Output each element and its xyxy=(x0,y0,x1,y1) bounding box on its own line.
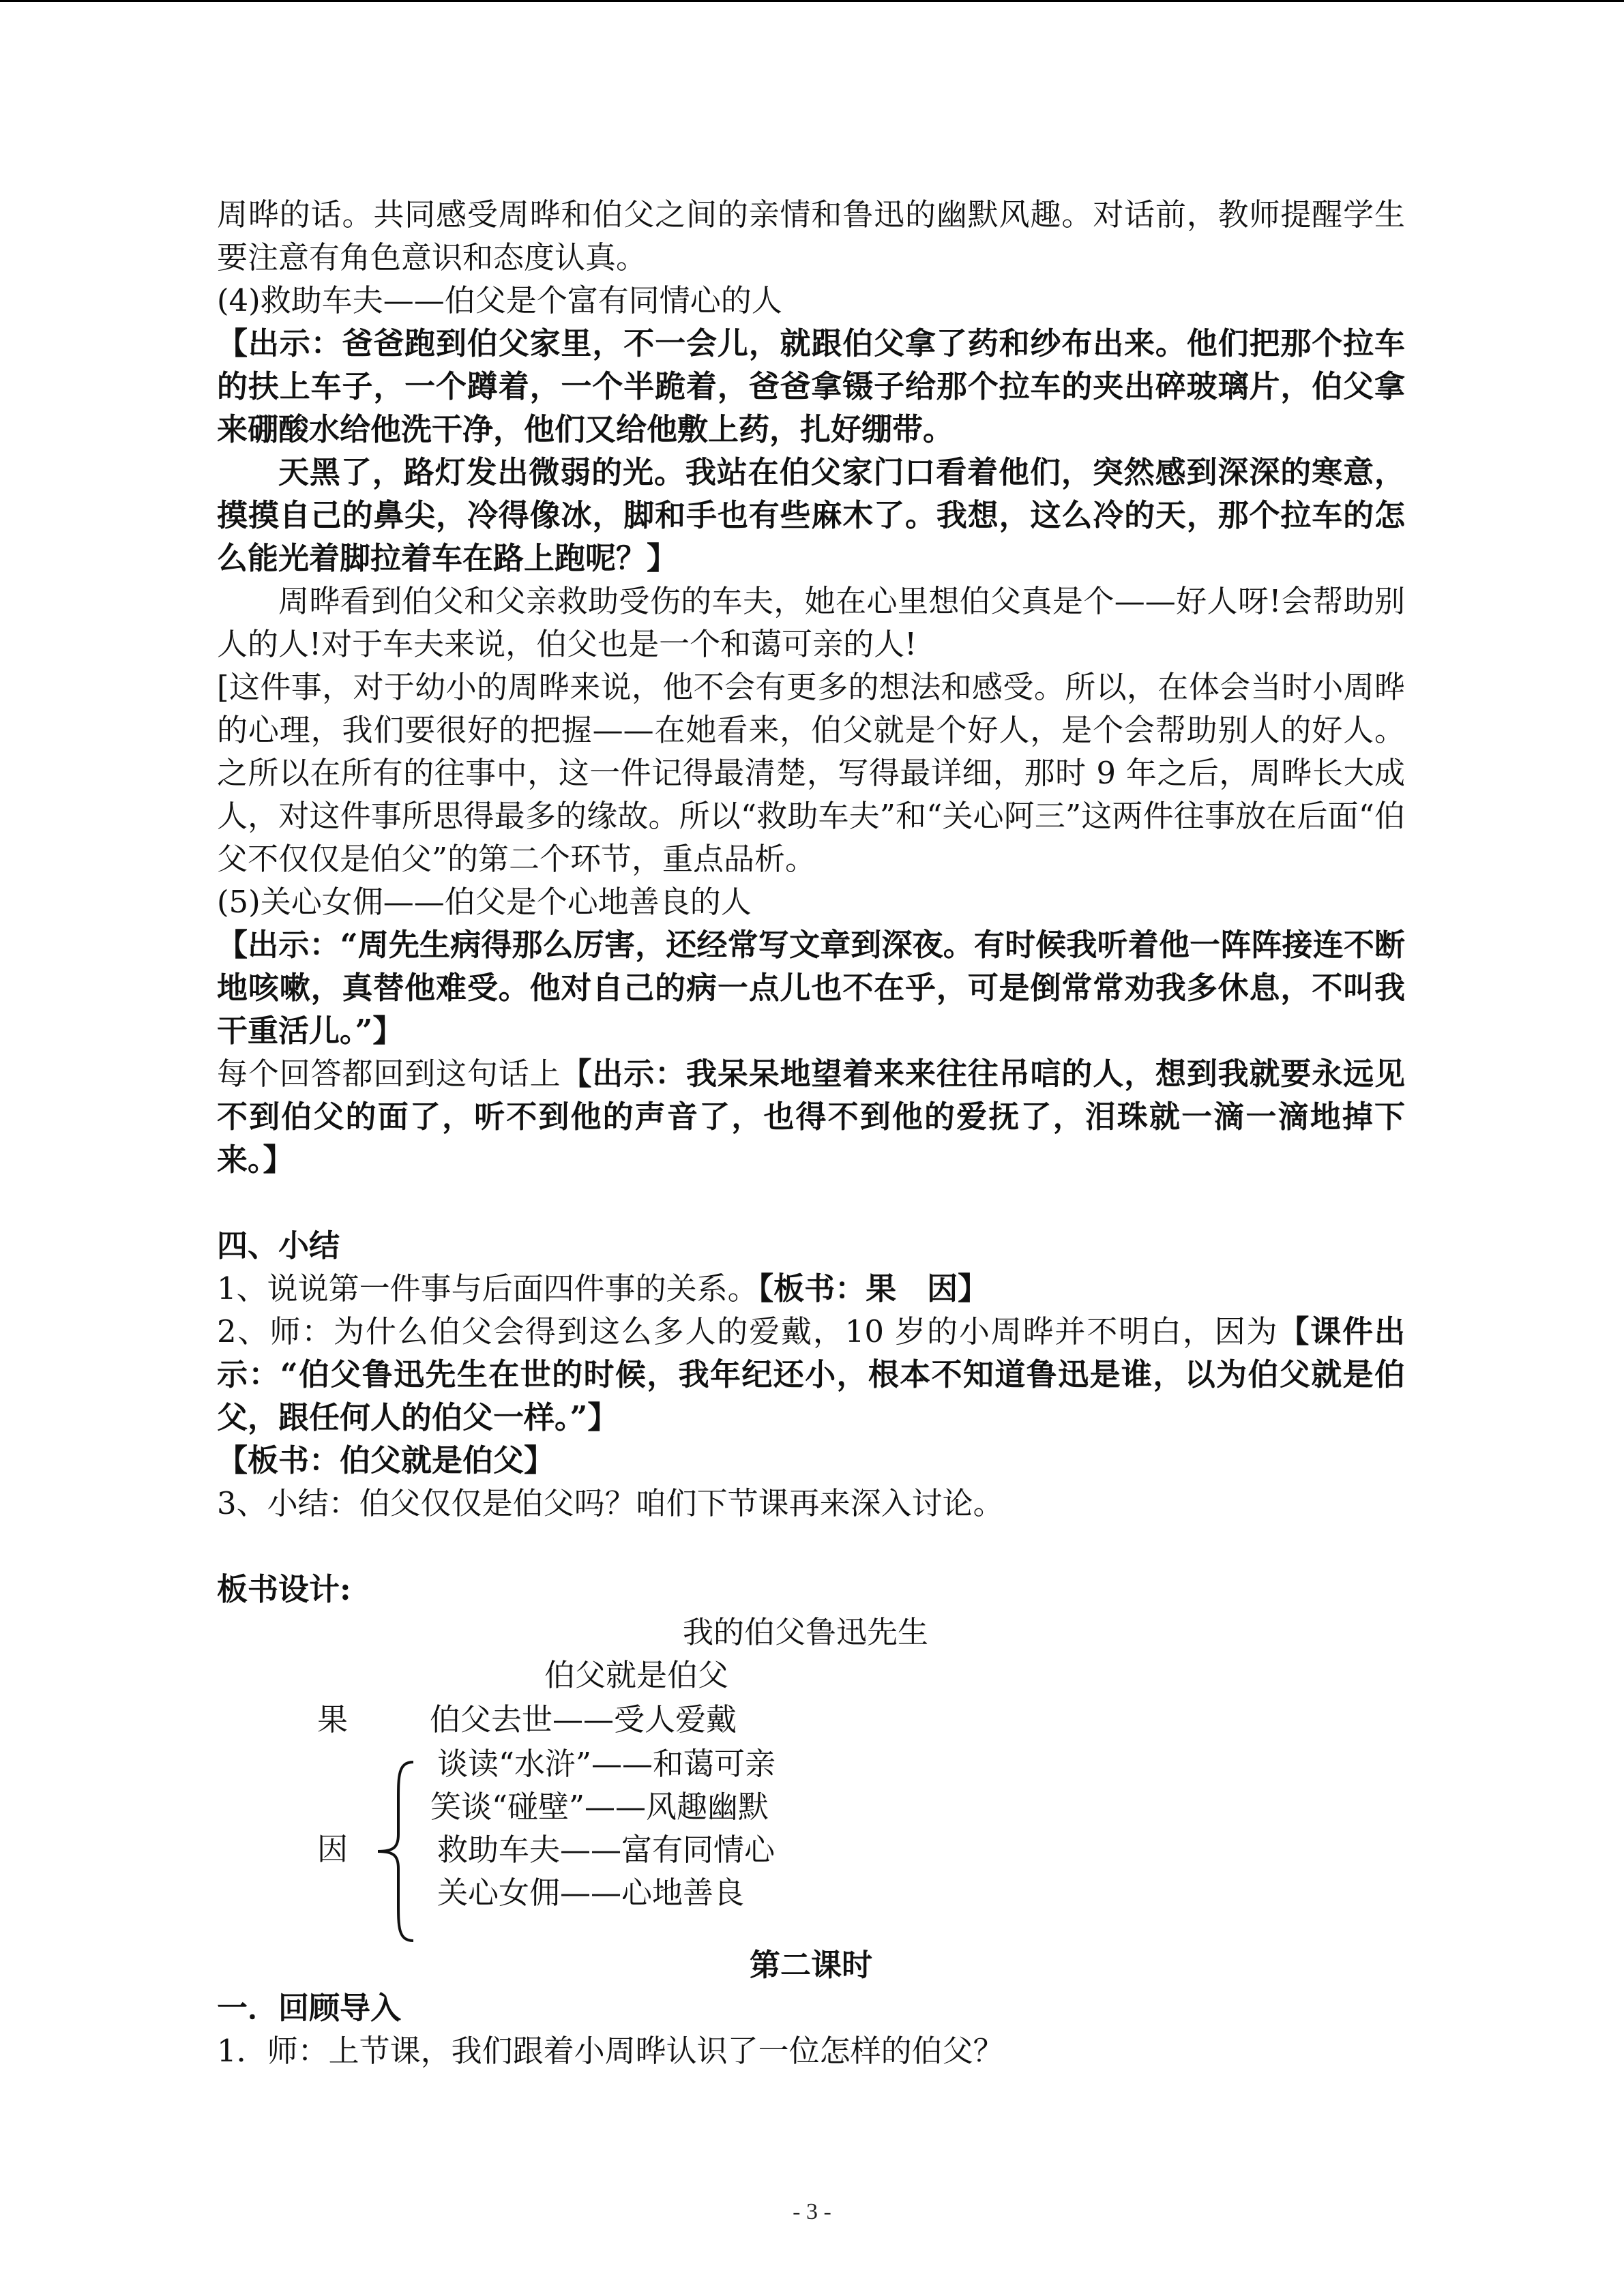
board-yin-item: 笑谈“碰壁”——风趣幽默 xyxy=(430,1789,769,1825)
board-design xyxy=(217,1611,1405,1918)
quote-rescue-1: 【出示：爸爸跑到伯父家里，不一会儿，就跟伯父拿了药和纱布出来。他们把那个拉车的扶上车子，一个蹲着，一个半跪着，爸爸拿镊子给那个拉车的夹出碎玻璃片，伯父拿来硼酸水给他洗干净，他们又给他敷上药，扎好绷带。 xyxy=(217,325,1405,447)
brace-icon xyxy=(374,1759,415,1943)
answer-return-lead: 每个回答都回到这句话上 xyxy=(217,1056,561,1092)
top-border-line xyxy=(0,0,1624,2)
board-yin-item: 关心女佣——心地善良 xyxy=(437,1875,745,1911)
board-design-heading: 板书设计: xyxy=(217,1571,351,1607)
summary-heading: 四、小结 xyxy=(217,1227,340,1264)
lesson2-section: 一．回顾导入 xyxy=(217,1990,402,2026)
summary-item-2: 2、师：为什么伯父会得到这么多人的爱戴，10 岁的小周晔并不明白，因为【课件出示：“伯父鲁迅先生在世的时候，我年纪还小，根本不知道鲁迅是谁，以为伯父就是伯父，跟任何人的伯父一样。”】 xyxy=(217,1313,1405,1435)
page-number: - 3 - xyxy=(793,2199,831,2224)
board-label-yin: 因 xyxy=(317,1831,349,1867)
board-guo-text: 伯父去世——受人爱戴 xyxy=(430,1701,737,1738)
lesson2-title: 第二课时 xyxy=(749,1947,872,1983)
board-note-bofu: 【板书：伯父就是伯父】 xyxy=(217,1442,555,1478)
lesson2-question-1: 1．师：上节课，我们跟着小周晔认识了一位怎样的伯父？ xyxy=(217,2033,1004,2069)
quote-rescue-2: 天黑了，路灯发出微弱的光。我站在伯父家门口看着他们，突然感到深深的寒意，摸摸自己的鼻尖，冷得像冰，脚和手也有些麻木了。我想，这么冷的天，那个拉车的怎么能光着脚拉着车在路上跑呢？】 xyxy=(217,454,1405,576)
document-body xyxy=(217,193,1405,2072)
paragraph-teaching-note: [这件事，对于幼小的周晔来说，他不会有更多的想法和感受。所以，在体会当时小周晔的心理，我们要很好的把握——在她看来，伯父就是个好人，是个会帮助别人的好人。之所以在所有的往事中，这一件记得最清楚，写得最详细，那时 9 年之后，周晔长大成人，对这件事所思得最多的缘故。所以“救助车夫”和“关心阿三”这两件往事放在后面“伯父不仅仅是伯父”的第二个环节，重点品析。 xyxy=(217,669,1405,877)
courseware-quote: 【课件出示：“伯父鲁迅先生在世的时候，我年纪还小，根本不知道鲁迅是谁，以为伯父就是伯父，跟任何人的伯父一样。”】 xyxy=(217,1313,1405,1435)
subheading-care-maid: (5)关心女佣——伯父是个心地善良的人 xyxy=(217,884,752,920)
board-title: 我的伯父鲁迅先生 xyxy=(683,1614,929,1650)
board-subtitle: 伯父就是伯父 xyxy=(544,1657,729,1693)
summary-item-3: 3、小结：伯父仅仅是伯父吗？咱们下节课再来深入讨论。 xyxy=(217,1485,1004,1521)
board-yin-item: 救助车夫——富有同情心 xyxy=(437,1832,776,1868)
paragraph-dialogue-note: 周晔的话。共同感受周晔和伯父之间的亲情和鲁迅的幽默风趣。对话前，教师提醒学生要注意有角色意识和态度认真。 xyxy=(217,196,1405,275)
quote-maid: 【出示：“周先生病得那么厉害，还经常写文章到深夜。有时候我听着他一阵阵接连不断地咳嗽，真替他难受。他对自己的病一点儿也不在乎，可是倒常常劝我多休息，不叫我干重活儿。”】 xyxy=(217,927,1405,1049)
paragraph-answer-return xyxy=(217,1052,1405,1181)
board-yin-item: 谈读“水浒”——和蔼可亲 xyxy=(437,1746,776,1782)
quote-mourning: 【出示：我呆呆地望着来来往往吊唁的人，想到我就要永远见不到伯父的面了，听不到他的声音了，也得不到他的爱抚了，泪珠就一滴一滴地掉下来。】 xyxy=(217,1056,1405,1178)
board-label-guo: 果 xyxy=(317,1701,349,1738)
summary-item-1: 1、说说第一件事与后面四件事的关系。【板书：果 因】 xyxy=(217,1270,989,1307)
paragraph-zhouye-thought: 周晔看到伯父和父亲救助受伤的车夫，她在心里想伯父真是个——好人呀!会帮助别人的人!对于车夫来说，伯父也是一个和蔼可亲的人! xyxy=(217,583,1405,662)
subheading-rescue-rickshaw: (4)救助车夫——伯父是个富有同情心的人 xyxy=(217,282,782,318)
board-note-guo-yin: 【板书：果 因】 xyxy=(758,1270,989,1307)
